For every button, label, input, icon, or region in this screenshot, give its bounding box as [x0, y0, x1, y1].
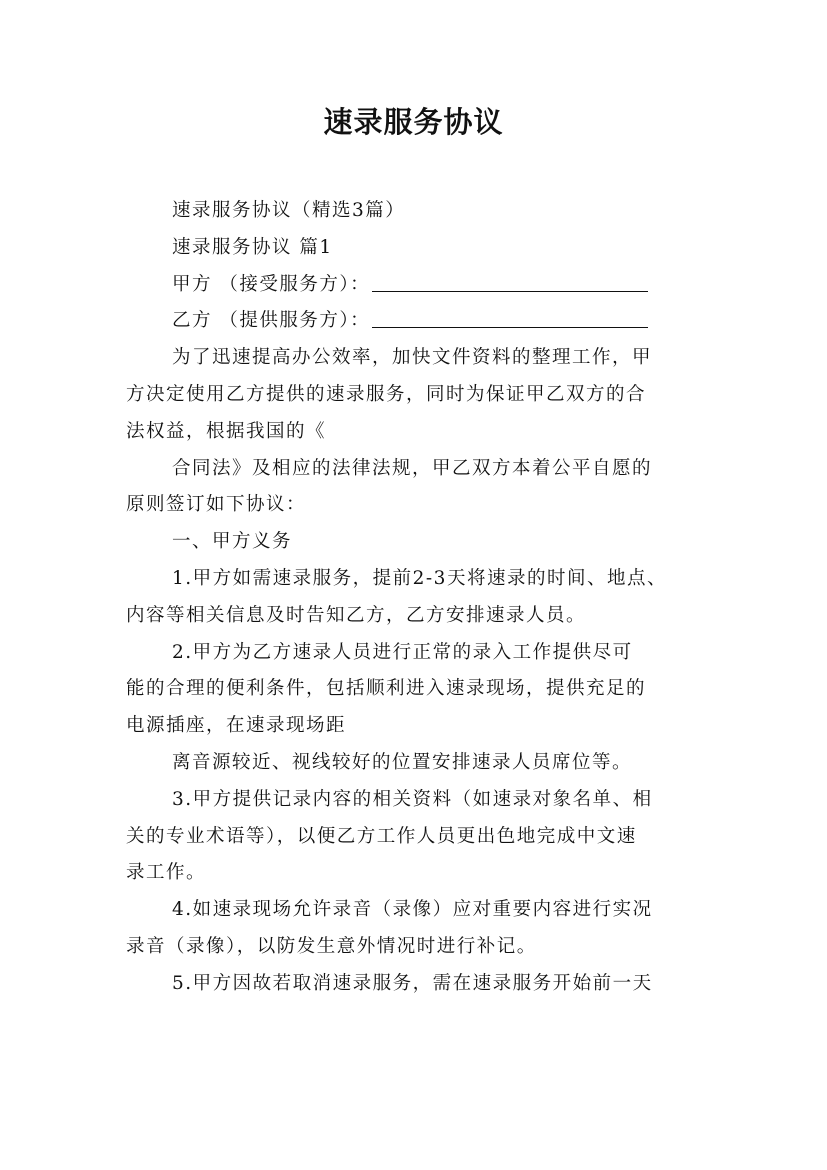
subtitle-line: 速录服务协议（精选3篇） [172, 200, 406, 221]
party-b-label: 乙方 （提供服务方）： [172, 310, 371, 332]
paragraph-line: 录音（录像），以防发生意外情况时进行补记。 [126, 935, 537, 957]
party-a-label: 甲方 （接受服务方）： [172, 273, 371, 295]
paragraph-line: 法权益，根据我国的《 [126, 420, 327, 442]
paragraph-line: 离音源较近、视线较好的位置安排速录人员席位等。 [172, 751, 633, 773]
paragraph-line: 录工作。 [126, 862, 207, 884]
clause-heading: 一、甲方义务 [172, 531, 293, 553]
paragraph-line: 关的专业术语等），以便乙方工作人员更出色地完成中文速 [126, 825, 637, 847]
paragraph-line: 5.甲方因故若取消速录服务，需在速录服务开始前一天 [172, 972, 653, 994]
section-heading: 速录服务协议 篇1 [172, 236, 333, 258]
party-b-blank [372, 309, 648, 328]
party-a-line [126, 267, 706, 304]
document-body [126, 193, 706, 1003]
paragraph-line: 合同法》及相应的法律法规，甲乙双方本着公平自愿的 [172, 457, 653, 479]
paragraph-line: 原则签订如下协议： [126, 494, 307, 516]
paragraph-line: 1.甲方如需速录服务，提前2-3天将速录的时间、地点、 [172, 567, 667, 589]
document-title: 速录服务协议 [323, 105, 504, 139]
paragraph-line: 能的合理的便利条件，包括顺利进入速录现场，提供充足的 [126, 678, 647, 700]
party-b-line [126, 303, 706, 340]
party-a-blank [372, 273, 648, 292]
paragraph-line: 电源插座，在速录现场距 [126, 715, 347, 737]
paragraph-line: 2.甲方为乙方速录人员进行正常的录入工作提供尽可 [172, 641, 633, 663]
paragraph-line: 为了迅速提高办公效率，加快文件资料的整理工作，甲 [172, 347, 653, 369]
paragraph-line: 4.如速录现场允许录音（录像）应对重要内容进行实况 [172, 899, 653, 921]
paragraph-line: 内容等相关信息及时告知乙方，乙方安排速录人员。 [126, 604, 587, 626]
paragraph-line: 3.甲方提供记录内容的相关资料（如速录对象名单、相 [172, 788, 653, 810]
paragraph-line: 方决定使用乙方提供的速录服务，同时为保证甲乙双方的合 [126, 383, 647, 405]
